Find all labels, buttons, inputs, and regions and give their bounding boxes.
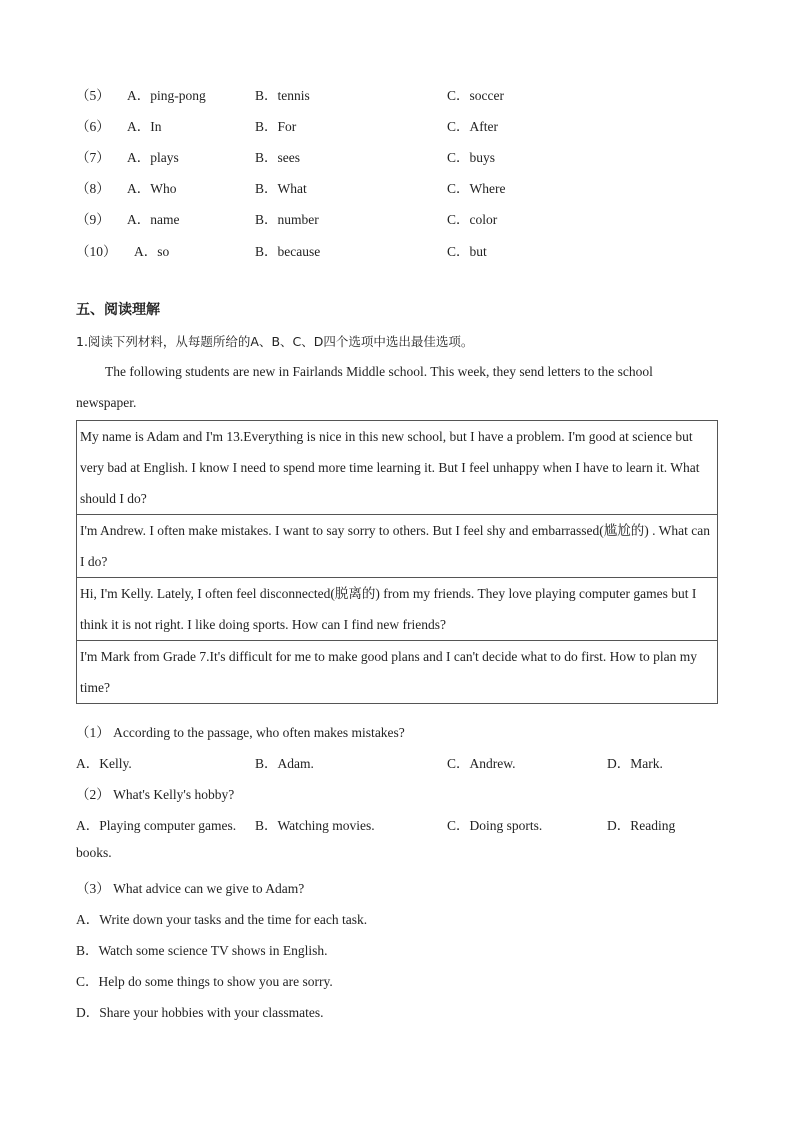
option-a: A．In [127, 119, 162, 134]
option-c: C．but [447, 244, 487, 259]
option-a: A．Playing computer games. [76, 818, 237, 833]
option-c: C．buys [447, 150, 496, 165]
option-a: A．plays [127, 150, 179, 165]
question-number: （7） [76, 150, 110, 165]
option-d: D．Share your hobbies with your classmates. [76, 1005, 324, 1020]
option-d-continued: books. [76, 845, 112, 860]
cloze-option-row [0, 84, 794, 104]
letter-adam: My name is Adam and I'm 13.Everything is nice in this new school, but I have a problem. I'm good at science but very bad at English. I know I need to spend more time learning it. But I feel unhappy when I have to learn it. What should I do? [77, 421, 718, 515]
option-b: B．Watch some science TV shows in English. [76, 943, 328, 958]
question-number: （8） [76, 181, 110, 196]
intro-paragraph-line: newspaper. [76, 395, 137, 410]
table-row [77, 641, 718, 704]
option-a: A．Write down your tasks and the time for each task. [76, 912, 368, 927]
option-b: B．because [255, 244, 321, 259]
section-instruction: 1.阅读下列材料，从每题所给的A、B、C、D四个选项中选出最佳选项。 [76, 334, 474, 349]
table-row [77, 421, 718, 515]
question-stem: （3） What advice can we give to Adam? [76, 881, 305, 896]
cloze-option-row [0, 208, 794, 228]
option-d: D．Mark. [607, 756, 663, 771]
option-d: D．Reading [607, 818, 676, 833]
intro-paragraph-line: The following students are new in Fairlands Middle school. This week, they send letters to the school [105, 364, 653, 379]
option-c: C．Where [447, 181, 506, 196]
option-c: C．Andrew. [447, 756, 516, 771]
cloze-option-row [0, 240, 794, 260]
option-a: A．Kelly. [76, 756, 132, 771]
option-c: C．Help do some things to show you are sorry. [76, 974, 333, 989]
option-a: A．Who [127, 181, 177, 196]
question-stem: （2） What's Kelly's hobby? [76, 787, 235, 802]
letter-mark: I'm Mark from Grade 7.It's difficult for me to make good plans and I can't decide what to do first. How to plan my time? [77, 641, 718, 704]
letter-andrew: I'm Andrew. I often make mistakes. I want to say sorry to others. But I feel shy and embarrassed(尴尬的) . What can I do? [77, 515, 718, 578]
question-stem: （1） According to the passage, who often makes mistakes? [76, 725, 405, 740]
question-number: （10） [76, 244, 117, 259]
option-b: B．tennis [255, 88, 310, 103]
option-c: C．After [447, 119, 498, 134]
option-c: C．soccer [447, 88, 504, 103]
option-b: B．Adam. [255, 756, 314, 771]
question-number: （9） [76, 212, 110, 227]
table-row [77, 515, 718, 578]
question-number: （6） [76, 119, 110, 134]
option-b: B．sees [255, 150, 300, 165]
cloze-option-row [0, 146, 794, 166]
cloze-option-row [0, 177, 794, 197]
option-b: B．number [255, 212, 319, 227]
option-c: C．Doing sports. [447, 818, 543, 833]
table-row [77, 578, 718, 641]
option-b: B．For [255, 119, 297, 134]
option-a: A．so [134, 244, 170, 259]
question-number: （5） [76, 88, 110, 103]
option-a: A．ping-pong [127, 88, 206, 103]
option-c: C．color [447, 212, 498, 227]
option-b: B．Watching movies. [255, 818, 375, 833]
letter-kelly: Hi, I'm Kelly. Lately, I often feel disconnected(脱离的) from my friends. They love playing computer games but I think it is not right. I like doing sports. How can I find new friends? [77, 578, 718, 641]
letters-table [76, 420, 718, 704]
cloze-option-row [0, 115, 794, 135]
section-title: 五、阅读理解 [76, 302, 160, 318]
option-b: B．What [255, 181, 307, 196]
option-a: A．name [127, 212, 180, 227]
